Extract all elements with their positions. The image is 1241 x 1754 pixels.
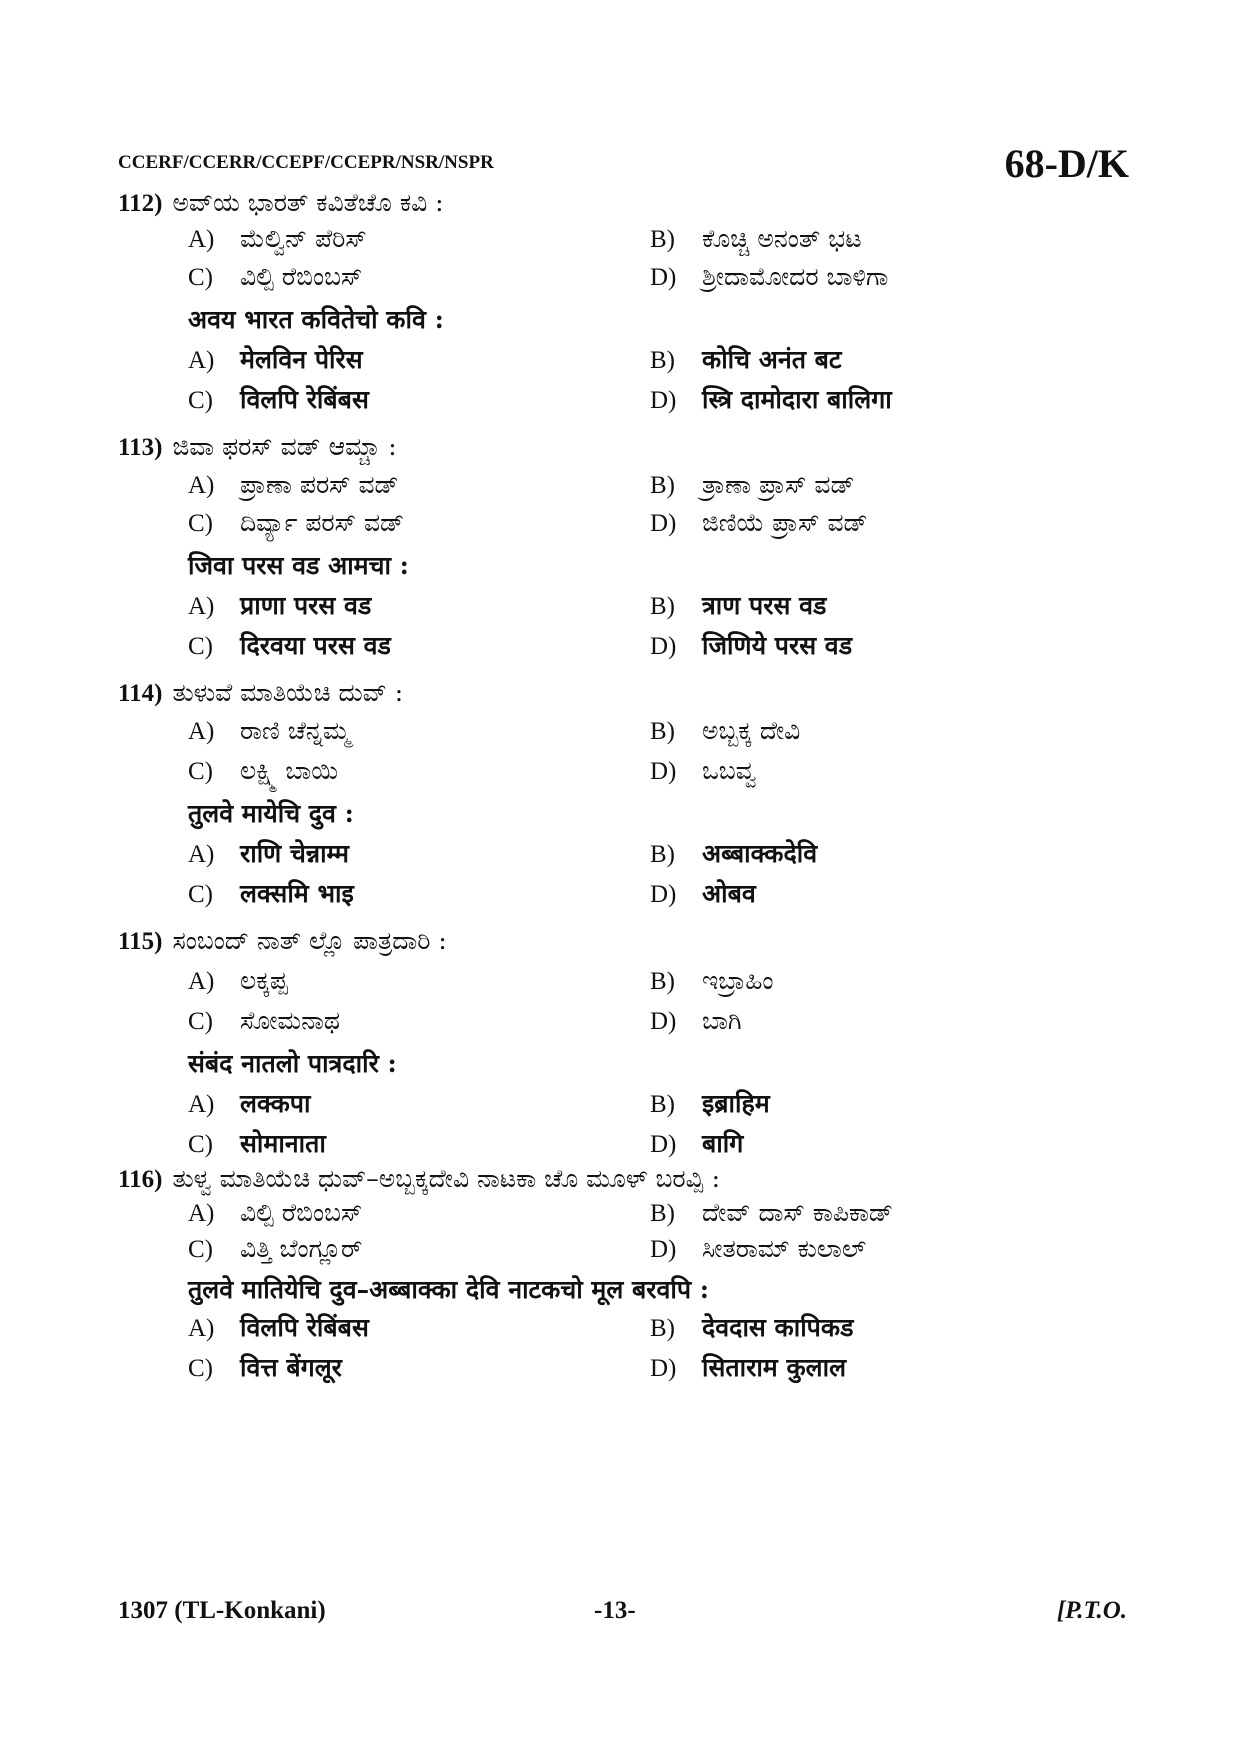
option-text: स्त्रि दामोदारा बालिगा xyxy=(702,385,892,414)
option-kannada-d xyxy=(650,508,868,538)
option-kannada-b xyxy=(650,1198,893,1228)
option-devanagari-d xyxy=(650,1350,846,1384)
option-devanagari-b xyxy=(650,836,817,870)
question-text-devanagari: तुलवे मायेचि दुव : xyxy=(188,799,354,828)
paper-code: 68-D/K xyxy=(1004,141,1129,186)
question-number: 115) xyxy=(118,928,163,955)
option-devanagari-a xyxy=(188,588,371,622)
option-kannada-a xyxy=(188,716,350,746)
option-text: मेलविन पेरिस xyxy=(240,345,363,374)
page-number: -13- xyxy=(594,1597,636,1624)
option-kannada-d xyxy=(650,262,888,292)
option-text: ಲಕ್ಕಪ್ಪ xyxy=(240,966,288,995)
option-letter: D) xyxy=(650,1355,677,1382)
option-kannada-b xyxy=(650,716,800,746)
option-text: ದಿರ್ವ್ಯಾ ಪರಸ್ ವಡ್ xyxy=(240,508,405,537)
option-text: लक्कपा xyxy=(240,1089,311,1118)
question-number: 116) xyxy=(118,1166,163,1193)
footer-paper-name: 1307 (TL-Konkani) xyxy=(118,1597,326,1624)
option-kannada-b xyxy=(650,470,855,500)
option-kannada-c xyxy=(188,1234,362,1264)
option-kannada-d xyxy=(650,756,756,786)
question-text-devanagari: तुलवे मातियेचि दुव–अब्बाक्का देवि नाटकचो मूल बरवपि : xyxy=(188,1275,710,1304)
question-title-113 xyxy=(118,432,397,462)
option-text: जिणिये परस वड xyxy=(702,631,853,660)
option-text: ಬಾಗಿ xyxy=(702,1006,742,1035)
option-letter: C) xyxy=(188,1236,213,1263)
option-kannada-c xyxy=(188,262,362,292)
option-letter: B) xyxy=(650,593,675,620)
option-letter: B) xyxy=(650,226,675,253)
option-letter: B) xyxy=(650,718,675,745)
option-devanagari-d xyxy=(650,628,852,662)
option-text: ವಿಲ್ಪಿ ರೆಬಿಂಬಸ್ xyxy=(240,1198,363,1227)
option-text: देवदास कापिकड xyxy=(702,1313,854,1342)
option-text: ದೇವ್ ದಾಸ್ ಕಾಪಿಕಾಡ್ xyxy=(702,1198,893,1227)
option-text: ಜಿಣಿಯೆ ಪ್ರಾಸ್ ವಡ್ xyxy=(702,508,868,537)
option-text: ವಿಲ್ಪಿ ರೆಬಿಂಬಸ್ xyxy=(240,262,363,291)
option-text: लक्समि भाइ xyxy=(240,879,354,908)
option-devanagari-b xyxy=(650,342,842,376)
option-text: बागि xyxy=(702,1129,744,1158)
option-text: ओबव xyxy=(702,879,756,908)
option-letter: B) xyxy=(650,968,675,995)
question-title-112 xyxy=(118,188,444,218)
question-number: 114) xyxy=(118,680,163,707)
option-kannada-a xyxy=(188,224,367,254)
option-text: ಲಕ್ಷ್ಮಿ ಬಾಯಿ xyxy=(240,756,339,785)
option-text: ಸೀತರಾಮ್ ಕುಲಾಲ್ xyxy=(702,1234,867,1263)
option-text: ಮೆಲ್ವಿನ್ ಪೆರಿಸ್ xyxy=(240,224,367,253)
option-text: ಕೊಚ್ಚಿ ಅನಂತ್ ಭಟ xyxy=(702,224,862,253)
option-letter: C) xyxy=(188,387,213,414)
option-letter: D) xyxy=(650,387,677,414)
option-text: ಒಬವ್ವ xyxy=(702,756,757,785)
option-text: कोचि अनंत बट xyxy=(702,345,842,374)
option-letter: C) xyxy=(188,1008,213,1035)
option-letter: B) xyxy=(650,472,675,499)
exam-codes: CCERF/CCERR/CCEPF/CCEPR/NSR/NSPR xyxy=(118,152,494,173)
option-kannada-b xyxy=(650,224,862,254)
option-letter: B) xyxy=(650,1200,675,1227)
option-letter: C) xyxy=(188,510,213,537)
question-number: 112) xyxy=(118,190,163,217)
question-number: 113) xyxy=(118,434,163,461)
option-text: इब्राहिम xyxy=(702,1089,770,1118)
question-title-114 xyxy=(118,678,403,708)
option-devanagari-d xyxy=(650,876,756,910)
option-devanagari-b xyxy=(650,588,826,622)
option-text: ತ್ರಾಣಾ ಪ್ರಾಸ್ ವಡ್ xyxy=(702,470,855,499)
option-text: विलपि रेबिंबस xyxy=(240,1313,369,1342)
option-devanagari-c xyxy=(188,382,369,416)
option-letter: C) xyxy=(188,264,213,291)
option-letter: A) xyxy=(188,718,215,745)
question-text-devanagari: जिवा परस वड आमचा : xyxy=(188,551,409,580)
question-text-devanagari: संबंद नातलो पात्रदारि : xyxy=(188,1049,397,1078)
option-kannada-b xyxy=(650,966,774,996)
option-letter: D) xyxy=(650,264,677,291)
option-text: सिताराम कुलाल xyxy=(702,1353,847,1382)
option-letter: A) xyxy=(188,841,215,868)
option-text: अब्बाक्कदेवि xyxy=(702,839,818,868)
option-text: वित्त बेंगलूर xyxy=(240,1353,342,1382)
option-letter: D) xyxy=(650,510,677,537)
option-text: ಅಬ್ಬಕ್ಕ ದೇವಿ xyxy=(702,716,801,745)
option-devanagari-a xyxy=(188,1310,369,1344)
option-letter: A) xyxy=(188,968,215,995)
option-kannada-a xyxy=(188,470,399,500)
option-text: विलपि रेबिंबस xyxy=(240,385,369,414)
option-letter: C) xyxy=(188,633,213,660)
option-text: ಇಬ್ರಾಹಿಂ xyxy=(702,966,774,995)
question-text-kannada: ಸಂಬಂದ್ ನಾತ್ ಲ್ಲೊ ಪಾತ್ರದಾರಿ : xyxy=(172,926,447,955)
option-text: प्राणा परस वड xyxy=(240,591,372,620)
option-letter: D) xyxy=(650,1008,677,1035)
option-text: ರಾಣಿ ಚೆನ್ನಮ್ಮ xyxy=(240,716,351,745)
option-letter: A) xyxy=(188,472,215,499)
option-devanagari-a xyxy=(188,836,349,870)
option-text: ಶ್ರೀದಾಮೋದರ ಬಾಳಿಗಾ xyxy=(702,262,889,291)
question-text-kannada: ತುಳುವೆ ಮಾತಿಯೆಚಿ ದುವ್ : xyxy=(172,678,404,707)
option-devanagari-c xyxy=(188,876,354,910)
question-text-kannada: ತುಳ್ವ ಮಾತಿಯೆಚಿ ಧುವ್–ಅಬ್ಬಕ್ಕದೇವಿ ನಾಟಕಾ ಚೊ ಮೂಳ್ ಬರವ್ಪಿ : xyxy=(172,1164,721,1193)
option-text: राणि चेन्नाम्म xyxy=(240,839,349,868)
option-text: ವಿತ್ತಿ ಬೆಂಗ್ಲೂರ್ xyxy=(240,1234,363,1263)
option-letter: D) xyxy=(650,633,677,660)
option-letter: A) xyxy=(188,1200,215,1227)
option-devanagari-b xyxy=(650,1310,853,1344)
option-kannada-d xyxy=(650,1234,866,1264)
option-devanagari-c xyxy=(188,628,391,662)
option-text: त्राण परस वड xyxy=(702,591,827,620)
question-text-kannada: ಜಿವಾ ಫರಸ್ ವಡ್ ಆಮ್ಚಾ : xyxy=(172,432,397,461)
option-letter: A) xyxy=(188,1091,215,1118)
option-kannada-c xyxy=(188,508,404,538)
question-title-115 xyxy=(118,926,447,956)
option-letter: D) xyxy=(650,758,677,785)
option-letter: D) xyxy=(650,881,677,908)
option-letter: D) xyxy=(650,1131,677,1158)
option-letter: B) xyxy=(650,347,675,374)
option-devanagari-d xyxy=(650,382,892,416)
option-devanagari-a xyxy=(188,1086,310,1120)
option-text: सोमानाता xyxy=(240,1129,326,1158)
option-letter: C) xyxy=(188,1355,213,1382)
option-devanagari-c xyxy=(188,1350,342,1384)
option-text: ಪ್ರಾಣಾ ಪರಸ್ ವಡ್ xyxy=(240,470,399,499)
option-devanagari-b xyxy=(650,1086,770,1120)
option-letter: C) xyxy=(188,1131,213,1158)
option-letter: C) xyxy=(188,881,213,908)
option-text: ಸೋಮನಾಥ xyxy=(240,1006,341,1035)
option-letter: B) xyxy=(650,1091,675,1118)
option-text: दिरवया परस वड xyxy=(240,631,391,660)
option-kannada-a xyxy=(188,1198,362,1228)
option-kannada-c xyxy=(188,1006,340,1036)
option-letter: B) xyxy=(650,1315,675,1342)
option-letter: A) xyxy=(188,593,215,620)
pto-note: [P.T.O. xyxy=(1056,1597,1127,1624)
option-kannada-c xyxy=(188,756,338,786)
option-devanagari-a xyxy=(188,342,363,376)
question-text-devanagari: अवय भारत कवितेचो कवि : xyxy=(188,305,444,334)
option-kannada-a xyxy=(188,966,288,996)
option-devanagari-d xyxy=(650,1126,743,1160)
question-title-116 xyxy=(118,1164,720,1194)
option-letter: C) xyxy=(188,758,213,785)
question-text-kannada: ಅವ್‌ಯ ಭಾರತ್ ಕವಿತೆಚೊ ಕವಿ : xyxy=(172,188,444,217)
option-letter: A) xyxy=(188,226,215,253)
option-devanagari-c xyxy=(188,1126,326,1160)
option-letter: A) xyxy=(188,1315,215,1342)
option-letter: D) xyxy=(650,1236,677,1263)
option-letter: A) xyxy=(188,347,215,374)
option-kannada-d xyxy=(650,1006,742,1036)
option-letter: B) xyxy=(650,841,675,868)
